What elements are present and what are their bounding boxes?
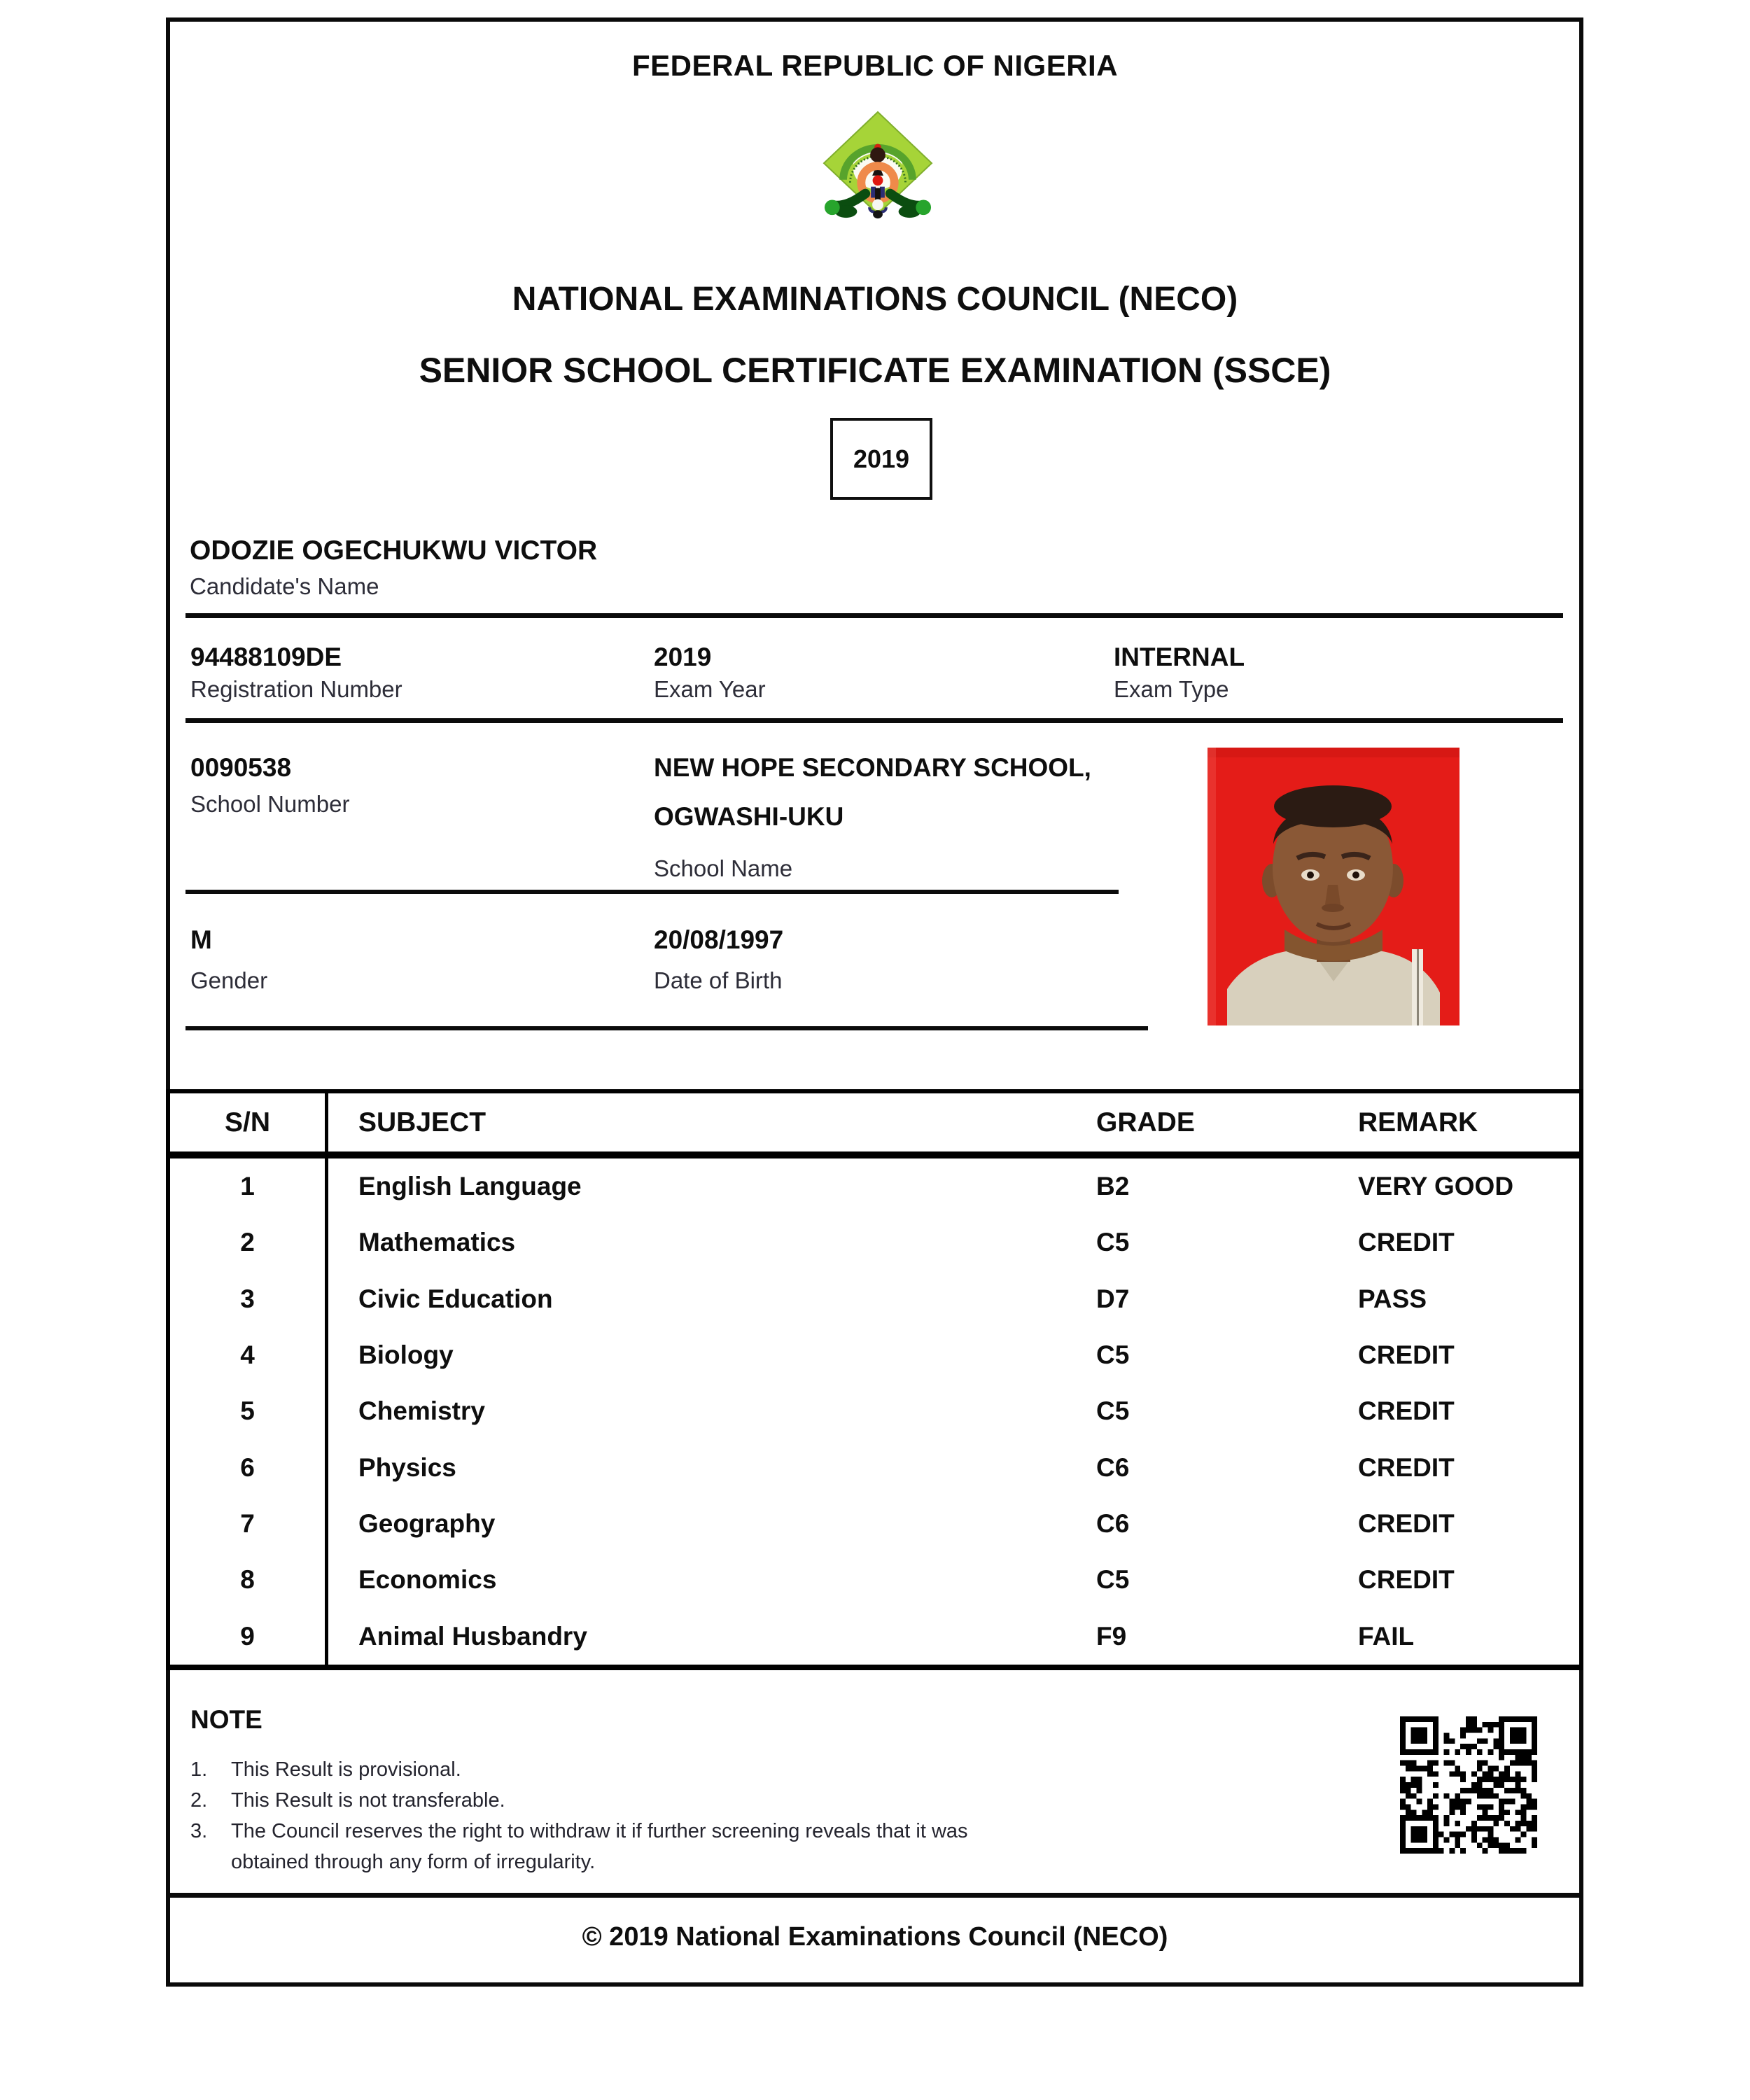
row-sn: 9 — [240, 1621, 255, 1651]
note-item-number: 1. — [190, 1758, 208, 1781]
divider-under-school — [186, 890, 1119, 894]
date-of-birth-value: 20/08/1997 — [654, 925, 784, 954]
row-grade: D7 — [1096, 1284, 1130, 1313]
divider-under-gender — [186, 1026, 1148, 1030]
note-item-number: 3. — [190, 1820, 208, 1842]
row-subject: Biology — [358, 1340, 454, 1370]
candidate-name-label: Candidate's Name — [190, 573, 379, 599]
header-underline — [170, 1152, 1579, 1158]
row-sn: 4 — [240, 1340, 255, 1370]
row-subject: Geography — [358, 1509, 496, 1539]
header-subject: SUBJECT — [358, 1107, 486, 1138]
registration-number-label: Registration Number — [190, 676, 402, 702]
row-remark: CREDIT — [1358, 1565, 1455, 1595]
table-row — [170, 1383, 1579, 1439]
table-row — [170, 1327, 1579, 1383]
exam-year-label: Exam Year — [654, 676, 766, 702]
gender-label: Gender — [190, 967, 268, 993]
exam-type-value: INTERNAL — [1114, 643, 1245, 671]
row-grade: C5 — [1096, 1396, 1130, 1426]
table-row — [170, 1440, 1579, 1496]
header-remark: REMARK — [1358, 1107, 1478, 1138]
school-name-line2: OGWASHI-UKU — [654, 802, 844, 831]
header-grade: GRADE — [1096, 1107, 1195, 1138]
exam-title: SENIOR SCHOOL CERTIFICATE EXAMINATION (SSCE) — [419, 351, 1331, 390]
school-name-line1: NEW HOPE SECONDARY SCHOOL, — [654, 753, 1091, 782]
row-sn: 5 — [240, 1396, 255, 1426]
row-remark: CREDIT — [1358, 1228, 1455, 1257]
note-item — [190, 1816, 1023, 1877]
country-title: FEDERAL REPUBLIC OF NIGERIA — [631, 49, 1119, 82]
table-row — [170, 1214, 1579, 1270]
results-table-body — [170, 1158, 1579, 1665]
row-remark: VERY GOOD — [1358, 1172, 1514, 1201]
footer-copyright: © 2019 National Examinations Council (NECO) — [582, 1922, 1168, 1952]
row-grade: C6 — [1096, 1452, 1130, 1482]
candidate-photo — [1208, 748, 1460, 1026]
exam-type-label: Exam Type — [1114, 676, 1229, 702]
council-title: NATIONAL EXAMINATIONS COUNCIL (NECO) — [512, 281, 1238, 318]
exam-year-badge: 2019 — [830, 418, 932, 500]
table-row — [170, 1609, 1579, 1665]
note-item — [190, 1785, 1023, 1816]
row-sn: 6 — [240, 1452, 255, 1482]
note-item-text: This Result is provisional. — [231, 1758, 461, 1781]
row-grade: C5 — [1096, 1228, 1130, 1257]
row-subject: Physics — [358, 1452, 456, 1482]
school-number: 0090538 — [190, 753, 292, 782]
row-remark: CREDIT — [1358, 1509, 1455, 1539]
row-grade: F9 — [1096, 1621, 1127, 1651]
divider-under-registration — [186, 718, 1563, 723]
row-subject: Chemistry — [358, 1396, 485, 1426]
row-grade: C5 — [1096, 1565, 1130, 1595]
school-number-label: School Number — [190, 791, 350, 817]
row-remark: FAIL — [1358, 1621, 1415, 1651]
row-sn: 3 — [240, 1284, 255, 1313]
qr-code — [1400, 1716, 1537, 1854]
row-subject: Animal Husbandry — [358, 1621, 587, 1651]
row-grade: C6 — [1096, 1509, 1130, 1539]
row-remark: CREDIT — [1358, 1340, 1455, 1370]
table-row — [170, 1158, 1579, 1214]
table-row — [170, 1552, 1579, 1608]
divider-above-footer — [170, 1893, 1579, 1898]
row-sn: 1 — [240, 1172, 255, 1201]
school-name-label: School Name — [654, 855, 793, 881]
exam-year-value: 2019 — [654, 643, 712, 671]
row-sn: 8 — [240, 1565, 255, 1595]
header-sn: S/N — [224, 1107, 270, 1138]
row-grade: C5 — [1096, 1340, 1130, 1370]
row-sn: 2 — [240, 1228, 255, 1257]
row-subject: Mathematics — [358, 1228, 516, 1257]
neco-logo-icon — [822, 111, 933, 227]
note-list — [190, 1754, 1023, 1877]
candidate-name: ODOZIE OGECHUKWU VICTOR — [190, 536, 598, 566]
results-table — [166, 1089, 1583, 1670]
row-subject: English Language — [358, 1172, 582, 1201]
row-sn: 7 — [240, 1509, 255, 1539]
row-subject: Civic Education — [358, 1284, 553, 1313]
row-grade: B2 — [1096, 1172, 1130, 1201]
table-row — [170, 1496, 1579, 1552]
note-item — [190, 1754, 1023, 1785]
note-item-text: This Result is not transferable. — [231, 1789, 505, 1812]
gender-value: M — [190, 925, 212, 954]
row-remark: CREDIT — [1358, 1452, 1455, 1482]
row-remark: CREDIT — [1358, 1396, 1455, 1426]
divider-under-name — [186, 613, 1563, 618]
registration-number: 94488109DE — [190, 643, 342, 671]
row-remark: PASS — [1358, 1284, 1427, 1313]
table-row — [170, 1271, 1579, 1327]
note-item-text: The Council reserves the right to withdraw it if further screening reveals that it was obtained through any form of irregularity. — [231, 1820, 968, 1873]
note-item-number: 2. — [190, 1789, 208, 1812]
row-subject: Economics — [358, 1565, 497, 1595]
results-table-header — [170, 1093, 1579, 1152]
date-of-birth-label: Date of Birth — [654, 967, 783, 993]
note-title: NOTE — [190, 1705, 262, 1734]
